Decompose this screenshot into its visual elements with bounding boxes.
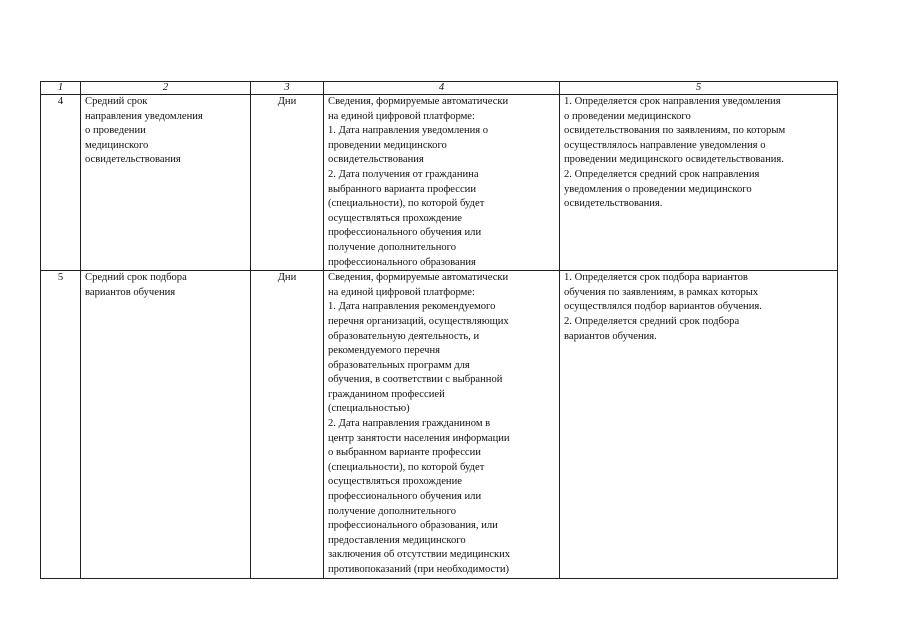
text-line: обучения, в соответствии с выбранной — [328, 374, 503, 386]
column-header: 4 — [324, 82, 560, 95]
text-line: профессионального обучения или — [328, 491, 482, 503]
text-line: заключения об отсутствии медицинских — [328, 549, 511, 561]
text-line: получение дополнительного — [328, 505, 457, 517]
text-line: центр занятости населения информации — [328, 432, 510, 444]
text-line: Сведения, формируемые автоматически — [328, 96, 509, 107]
unit-cell: Дни — [251, 95, 324, 271]
text-line: 2. Определяется средний срок подбора — [564, 315, 740, 327]
column-header: 2 — [81, 82, 251, 95]
text-line: выбранного варианта профессии — [328, 183, 477, 195]
row-number: 5 — [41, 271, 81, 578]
unit-cell: Дни — [251, 271, 324, 578]
column-header: 3 — [251, 82, 324, 95]
text-line: (специальности), по которой будет — [328, 198, 485, 210]
text-line: освидетельствования. — [564, 198, 663, 210]
text-line: уведомления о проведении медицинского — [564, 183, 752, 195]
text-line: на единой цифровой платформе: — [328, 110, 475, 122]
text-line: осуществляться прохождение — [328, 212, 462, 224]
text-line: 2. Дата направления гражданином в — [328, 418, 491, 430]
text-line: Сведения, формируемые автоматически — [328, 272, 509, 284]
text-line: медицинского — [85, 139, 149, 151]
text-line: перечня организаций, осуществляющих — [328, 315, 509, 327]
indicator-name-cell — [81, 95, 251, 271]
text-line: получение дополнительного — [328, 241, 457, 253]
data-source-cell — [324, 95, 560, 271]
text-line: вариантов обучения. — [564, 330, 657, 342]
indicators-table — [40, 81, 838, 579]
row-number: 4 — [41, 95, 81, 271]
text-line: гражданином профессией — [328, 388, 445, 400]
text-line: 2. Определяется средний срок направления — [564, 168, 760, 180]
text-line: осуществляться прохождение — [328, 476, 462, 488]
text-line: проведении медицинского — [328, 139, 447, 151]
table-row — [41, 271, 838, 578]
text-line: осуществлялось направление уведомления о — [564, 139, 766, 151]
text-line: рекомендуемого перечня — [328, 345, 441, 357]
header-row — [41, 82, 838, 95]
text-line: направления уведомления — [85, 110, 203, 122]
text-line: о выбранном варианте профессии — [328, 447, 481, 459]
text-line: профессионального образования — [328, 256, 476, 268]
text-line: Средний срок — [85, 96, 148, 107]
text-line: образовательных программ для — [328, 359, 470, 371]
text-line: вариантов обучения — [85, 286, 176, 298]
text-line: обучения по заявлениям, в рамках которых — [564, 286, 759, 298]
column-header: 5 — [560, 82, 838, 95]
text-line: профессионального образования, или — [328, 520, 498, 532]
text-line: проведении медицинского освидетельствования. — [564, 154, 784, 166]
text-line: на единой цифровой платформе: — [328, 286, 475, 298]
calculation-method-cell — [560, 271, 838, 578]
text-line: о проведении — [85, 125, 146, 137]
text-line: 2. Дата получения от гражданина — [328, 168, 479, 180]
indicator-name-cell — [81, 271, 251, 578]
text-line: освидетельствования по заявлениям, по которым — [564, 125, 786, 137]
text-line: (специальностью) — [328, 403, 410, 415]
table-row — [41, 95, 838, 271]
text-line: профессионального обучения или — [328, 227, 482, 239]
text-line: (специальности), по которой будет — [328, 461, 485, 473]
text-line: о проведении медицинского — [564, 110, 691, 122]
text-line: 1. Определяется срок направления уведомления — [564, 96, 781, 107]
text-line: 1. Дата направления уведомления о — [328, 125, 489, 137]
text-line: осуществлялся подбор вариантов обучения. — [564, 301, 762, 313]
calculation-method-cell — [560, 95, 838, 271]
column-header: 1 — [41, 82, 81, 95]
text-line: предоставления медицинского — [328, 534, 466, 546]
text-line: 1. Определяется срок подбора вариантов — [564, 272, 748, 284]
data-source-cell — [324, 271, 560, 578]
text-line: освидетельствования — [328, 154, 424, 166]
text-line: Средний срок подбора — [85, 272, 187, 284]
text-line: образовательную деятельность, и — [328, 330, 480, 342]
text-line: 1. Дата направления рекомендуемого — [328, 301, 496, 313]
text-line: освидетельствования — [85, 154, 181, 166]
text-line: противопоказаний (при необходимости) — [328, 564, 510, 575]
